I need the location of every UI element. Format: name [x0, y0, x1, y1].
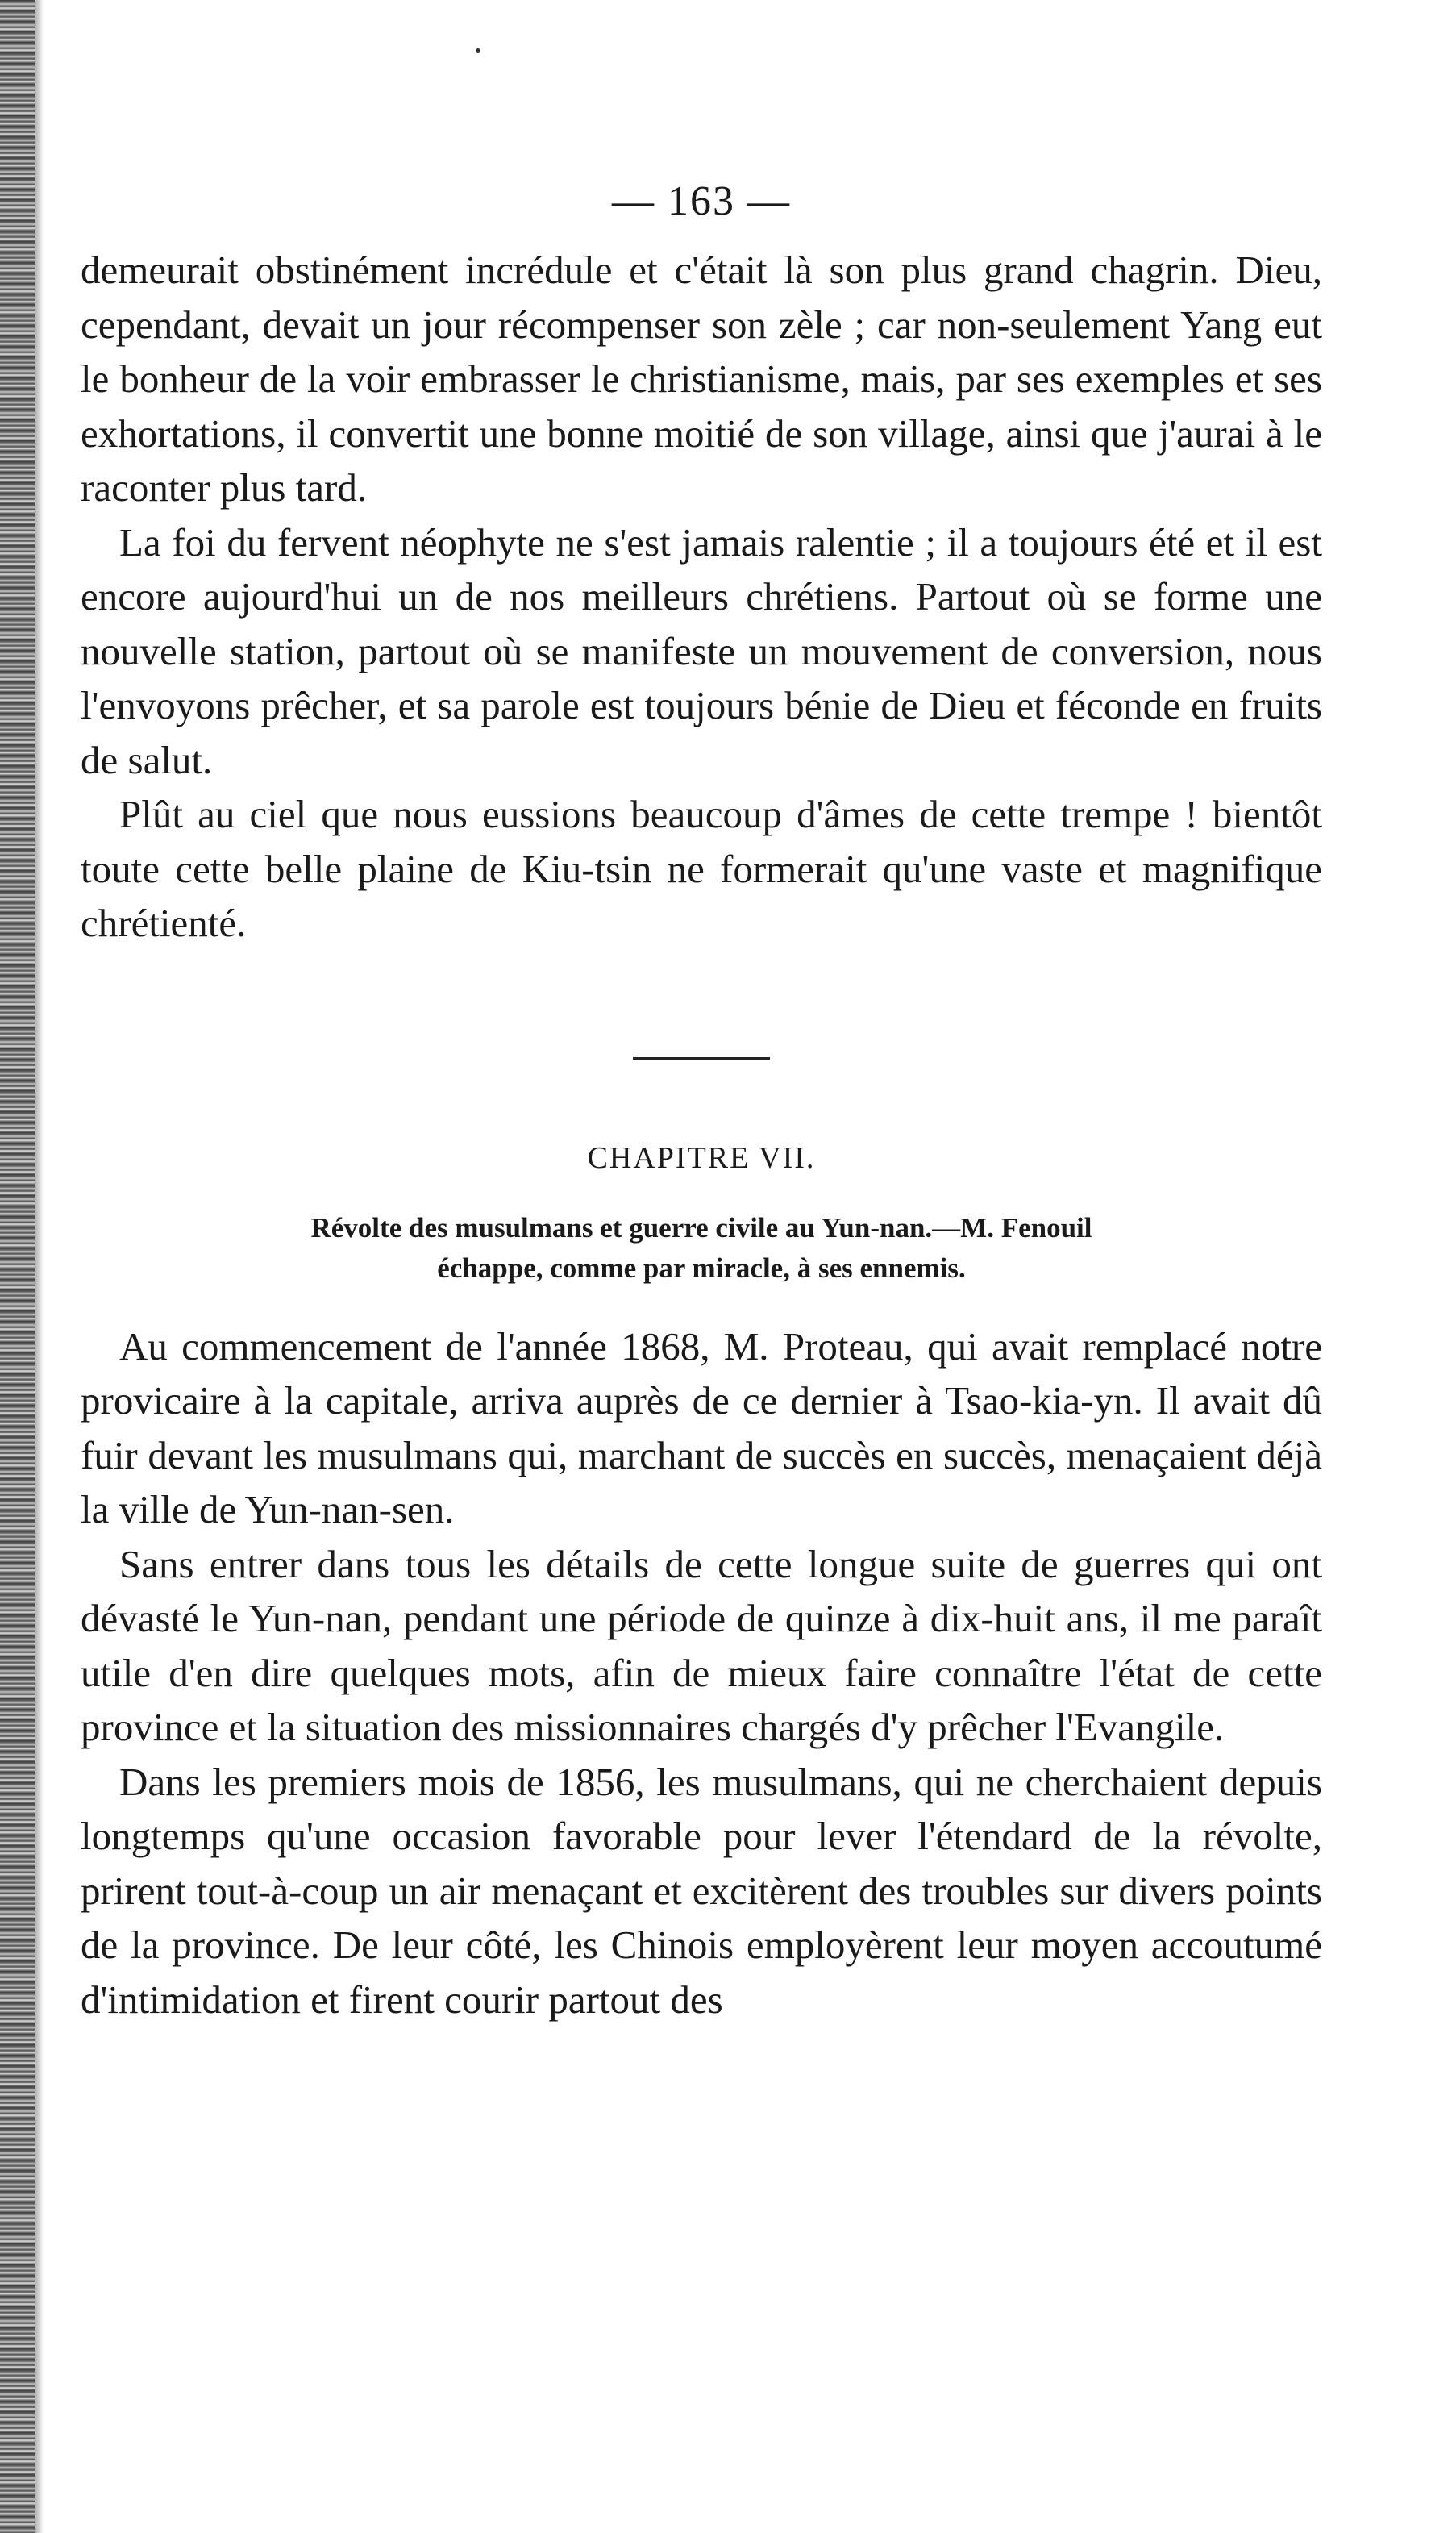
- chapter-summary-line: Révolte des musulmans et guerre civile au Yun-nan.—M. Fenouil: [310, 1211, 1092, 1244]
- chapter-summary-line: échappe, comme par miracle, à ses ennemis.: [437, 1252, 966, 1284]
- paragraph-wars: Sans entrer dans tous les détails de cette longue suite de guerres qui ont dévasté le Yun-nan, pendant une période de quinze à dix-huit ans, il me paraît utile d'en dire quelques mots, afin de mieux faire connaître l'état de cette province et la situation des missionnaires chargés d'y prêcher l'Evangile.: [81, 1541, 1322, 1749]
- paragraph-wish: Plût au ciel que nous eussions beaucoup d'âmes de cette trempe ! bientôt toute cette belle plaine de Kiu-tsin ne formerait qu'une vaste et magnifique chrétienté.: [81, 792, 1322, 945]
- paragraph-faith: La foi du fervent néophyte ne s'est jamais ralentie ; il a toujours été et il est encore aujourd'hui un de nos meilleurs chrétiens. Partout où se forme une nouvelle station, partout où se manifeste un mouvement de conversion, nous l'envoyons prêcher, et sa parole est toujours bénie de Dieu et féconde en fruits de salut.: [81, 519, 1322, 782]
- page-number: — 163 —: [612, 178, 791, 224]
- scanned-binding-edge: [0, 0, 35, 2533]
- paragraph-revolt: Dans les premiers mois de 1856, les musulmans, qui ne cherchaient depuis longtemps qu'une occasion favorable pour lever l'étendard de la révolte, prirent tout-à-coup un air menaçant et excitèrent des troubles sur divers points de la province. De leur côté, les Chinois employèrent leur moyen accoutumé d'intimidation et firent courir partout des: [81, 1759, 1322, 2022]
- paragraph-proteau: Au commencement de l'année 1868, M. Proteau, qui avait remplacé notre provicaire à la capitale, arriva auprès de ce dernier à Tsao-kia-yn. Il avait dû fuir devant les musulmans qui, marchant de succès en succès, menaçaient déjà la ville de Yun-nan-sen.: [81, 1323, 1322, 1531]
- paragraph-continuation: demeurait obstinément incrédule et c'était là son plus grand chagrin. Dieu, cependant, devait un jour récompenser son zèle ; car non-seulement Yang eut le bonheur de la voir embrasser le christianisme, mais, par ses exemples et ses exhortations, il convertit une bonne moitié de son village, ainsi que j'aurai à le raconter plus tard.: [81, 248, 1322, 510]
- section-divider: [633, 1057, 770, 1060]
- chapter-body: [81, 1319, 1322, 2027]
- book-page: [81, 177, 1322, 2027]
- chapter-summary: [129, 1208, 1274, 1289]
- scan-speck: [476, 48, 480, 53]
- chapter-title: CHAPITRE VII.: [587, 1140, 816, 1175]
